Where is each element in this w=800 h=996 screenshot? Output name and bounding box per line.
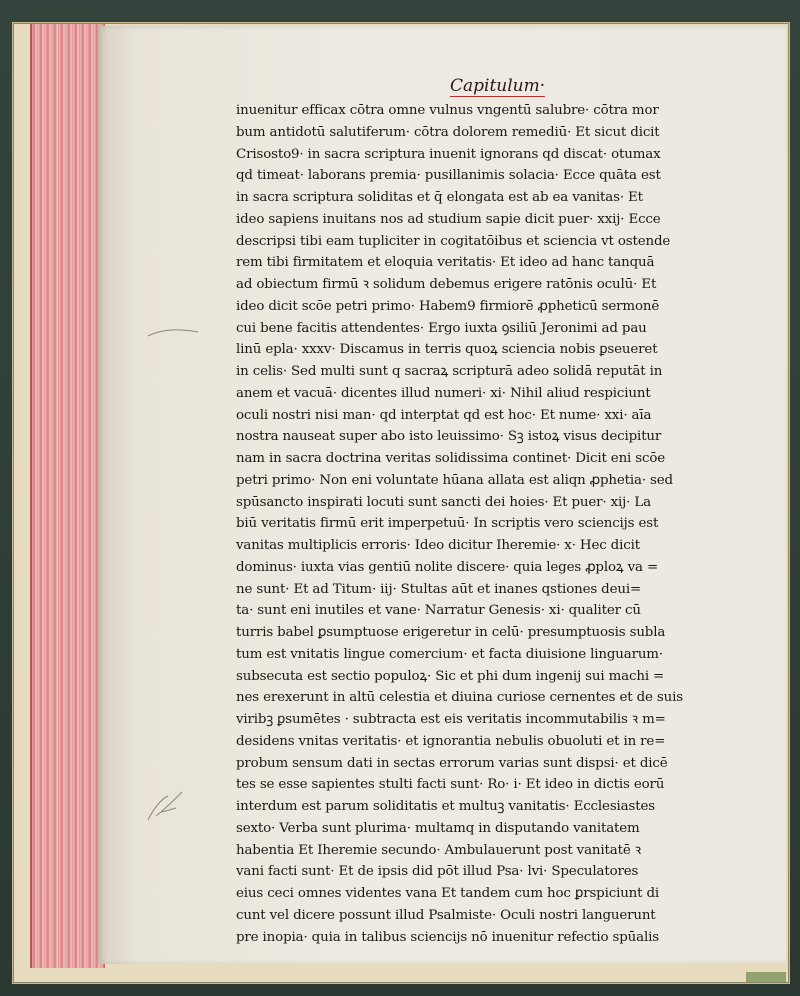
- text-line: Crisosto9· in sacra scriptura inuenit ignorans qd discat· otumax: [236, 146, 661, 162]
- text-line: anem et vacuā· dicentes illud numeri· xi· Nihil aliud respiciunt: [236, 385, 651, 401]
- text-line: descripsi tibi eam tupliciter in cogitatōibus et sciencia vt ostende: [236, 233, 671, 249]
- text-line: tes se esse sapientes stulti facti sunt· Ro· i· Et ideo in dictis eorū: [236, 777, 665, 793]
- text-line: cui bene facitis attendentes· Ergo iuxta ꝯsiliū Jeronimi ad pau: [236, 320, 647, 336]
- text-line: subsecuta est sectio populoꝝ· Sic et phi dum ingenij sui machi =: [236, 668, 665, 684]
- text-line: pre inopia· quia in talibus sciencijs nō inuenitur refectio spūalis: [236, 929, 659, 945]
- text-line: petri primo· Non eni voluntate hūana allata est aliqn ꝓphetia· sed: [236, 472, 673, 488]
- text-line: sexto· Verba sunt plurima· multamq in disputando vanitatem: [236, 820, 640, 836]
- text-line: ta· sunt eni inutiles et vane· Narratur Genesis· xi· qualiter cū: [236, 603, 641, 619]
- text-line: habentia Et Iheremie secundo· Ambulauerunt post vanitatē ꝛ: [236, 842, 641, 858]
- margin-pencil-mark: [142, 786, 192, 826]
- text-line: tum est vnitatis lingue comercium· et facta diuisione linguarum·: [236, 646, 663, 662]
- text-line: spūsancto inspirati locuti sunt sancti dei hoies· Et puer· xij· La: [236, 494, 651, 510]
- text-line: bum antidotū salutiferum· cōtra dolorem remediū· Et sicut dicit: [236, 124, 660, 140]
- text-line: ideo sapiens inuitans nos ad studium sapie dicit puer· xxij· Ecce: [236, 211, 661, 227]
- text-line: ideo dicit scōe petri primo· Habem9 firmiorē ꝓpheticū sermonē: [236, 298, 660, 314]
- text-line: cunt vel dicere possunt illud Psalmiste· Oculi nostri languerunt: [236, 907, 656, 923]
- color-tag: [746, 972, 786, 982]
- text-line: rem tibi firmitatem et eloquia veritatis· Et ideo ad hanc tanquā: [236, 255, 655, 271]
- text-line: linū epla· xxxv· Discamus in terris quoꝝ sciencia nobis ꝑseueret: [236, 342, 658, 358]
- text-line: biū veritatis firmū erit imperpetuū· In scriptis vero sciencijs est: [236, 516, 659, 532]
- text-line: in celis· Sed multi sunt q sacraꝝ scripturā adeo solidā reputāt in: [236, 364, 663, 379]
- text-line: ne sunt· Et ad Titum· iij· Stultas aūt et inanes qstiones deui=: [236, 581, 642, 597]
- text-line: desidens vnitas veritatis· et ignorantia nebulis obuoluti et in re=: [236, 733, 666, 749]
- text-line: qd timeat· laborans premia· pusillanimis solacia· Ecce quāta est: [236, 168, 661, 184]
- text-line: inuenitur efficax cōtra omne vulnus vngentū salubre· cōtra mor: [236, 103, 659, 118]
- text-line: viribꝫ ꝑsumētes · subtracta est eis veritatis incommutabilis ꝛ m=: [236, 712, 666, 727]
- text-line: dominus· iuxta vias gentiū nolite discere· quia leges ꝓploꝝ va =: [236, 559, 659, 575]
- text-line: probum sensum dati in sectas errorum varias sunt dispsi· et dicē: [236, 755, 668, 771]
- text-line: turris babel ꝑsumptuose erigeretur in celū· presumptuosis subla: [236, 625, 666, 640]
- text-line: vani facti sunt· Et de ipsis did pōt illud Psa· lvi· Speculatores: [236, 864, 639, 880]
- margin-pencil-mark: [146, 322, 202, 344]
- text-block: [236, 100, 701, 948]
- text-line: nostra nauseat super abo isto leuissimo· Sꝫ istoꝝ visus decipitur: [236, 429, 662, 445]
- text-line: in sacra scriptura soliditas et q̄ elongata est ab ea vanitas· Et: [236, 190, 643, 205]
- text-line: ad obiectum firmū ꝛ solidum debemus erigere ratōnis oculū· Et: [236, 277, 657, 292]
- red-page-edges: [30, 24, 105, 968]
- text-line: eius ceci omnes videntes vana Et tandem cum hoc ꝑrspiciunt di: [236, 886, 660, 901]
- page-heading: Capitulum·: [450, 76, 546, 96]
- text-line: interdum est parum soliditatis et multuꝫ vanitatis· Ecclesiastes: [236, 799, 655, 814]
- text-line: nes erexerunt in altū celestia et diuina curiose cernentes et de suis: [236, 690, 683, 706]
- text-line: oculi nostri nisi man· qd interptat qd est hoc· Et nume· xxi· aīa: [236, 407, 652, 423]
- text-line: vanitas multiplicis erroris· Ideo dicitur Iheremie· x· Hec dicit: [236, 538, 640, 553]
- text-line: nam in sacra doctrina veritas solidissima continet· Dicit eni scōe: [236, 451, 666, 466]
